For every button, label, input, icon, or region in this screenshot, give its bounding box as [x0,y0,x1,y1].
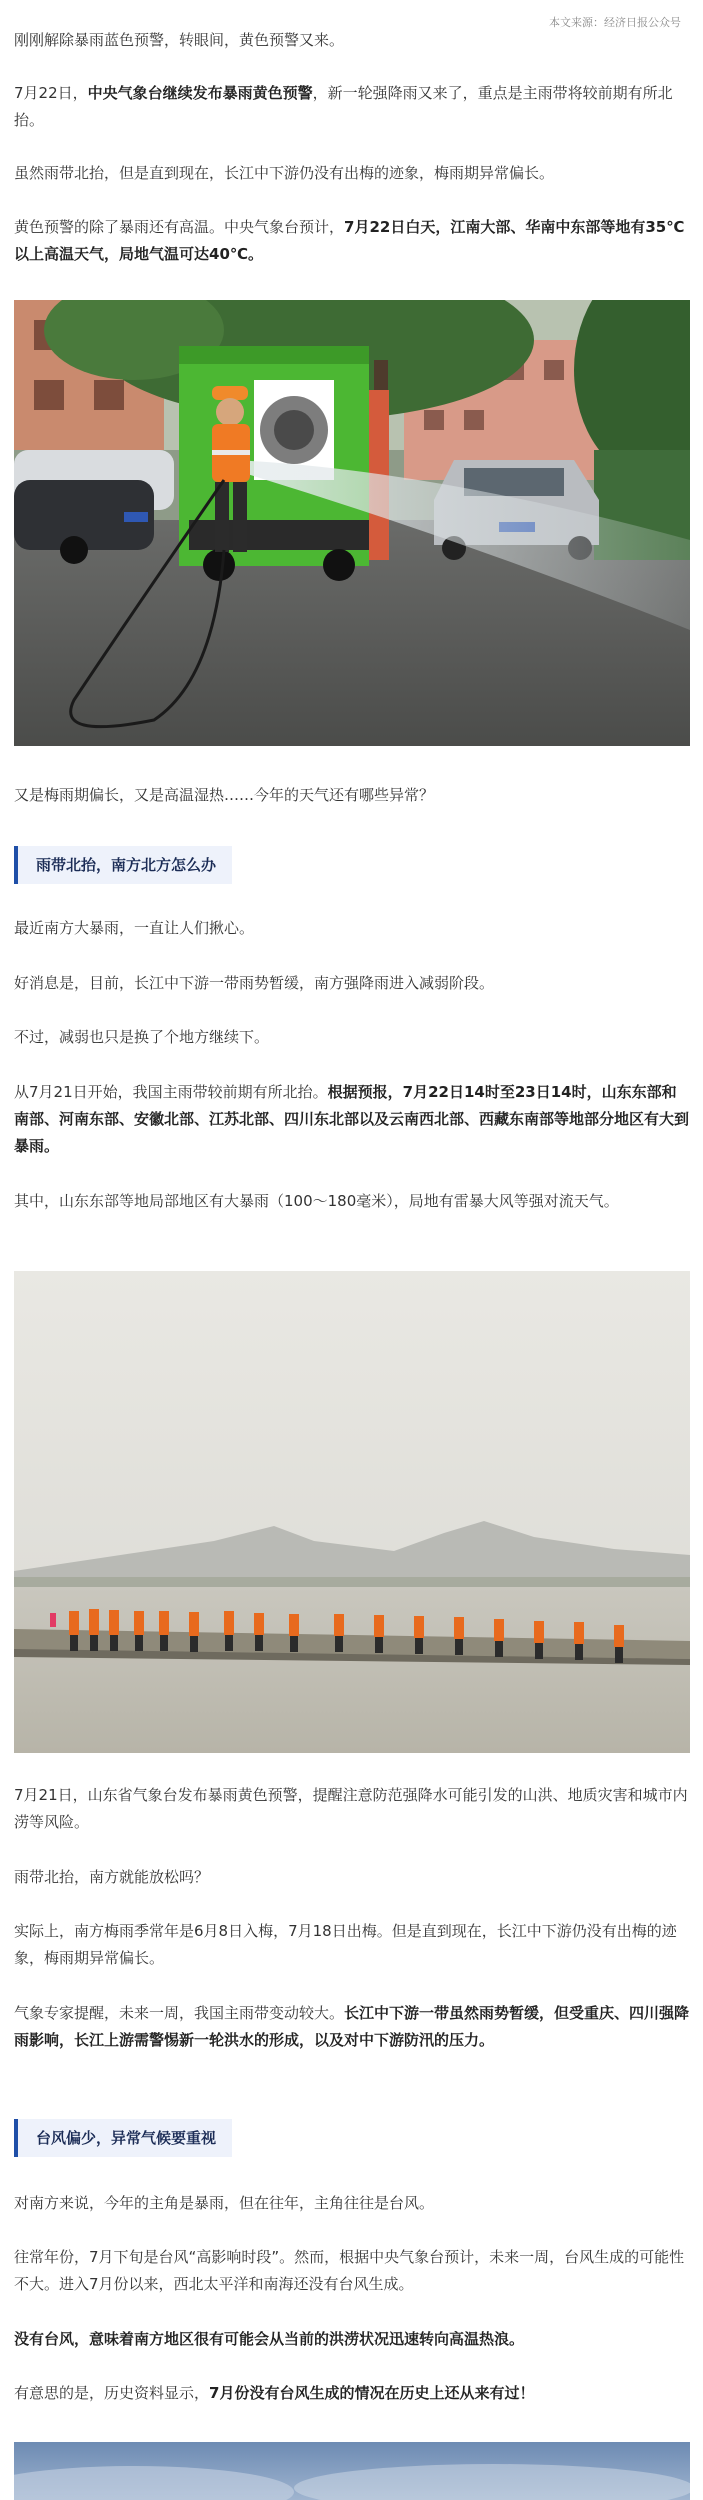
paragraph: 7月22日，中央气象台继续发布暴雨黄色预警，新一轮强降雨又来了，重点是主雨带将较前期有所北抬。 [14,84,673,129]
paragraph: 实际上，南方梅雨季常年是6月8日入梅，7月18日出梅。但是直到现在，长江中下游仍没有出梅的迹象，梅雨期异常偏长。 [14,1922,677,1967]
paragraph: 最近南方大暴雨，一直让人们揪心。 [14,919,255,937]
paragraph: 虽然雨带北抬，但是直到现在，长江中下游仍没有出梅的迹象，梅雨期异常偏长。 [14,164,555,182]
paragraph: 7月21日，山东省气象台发布暴雨黄色预警，提醒注意防范强降水可能引发的山洪、地质灾害和城市内涝等风险。 [14,1786,688,1831]
paragraph: 气象专家提醒，未来一周，我国主雨带变动较大。长江中下游一带虽然雨势暂缓，但受重庆、四川强降雨影响，长江上游需警惕新一轮洪水的形成，以及对中下游防汛的压力。 [14,2004,690,2049]
sky-photo [14,2442,690,2500]
paragraph: 其中，山东东部等地局部地区有大暴雨（100～180毫米），局地有雷暴大风等强对流天气。 [14,1192,619,1210]
section-heading: 雨带北抬，南方北方怎么办 [14,846,232,884]
paragraph: 黄色预警的除了暴雨还有高温。中央气象台预计，7月22日白天，江南大部、华南中东部等地有35℃以上高温天气，局地气温可达40℃。 [14,218,685,263]
flood-levee-workers-photo [14,1271,690,1753]
paragraph: 有意思的是，历史资料显示，7月份没有台风生成的情况在历史上还从来有过！ [14,2384,535,2402]
paragraph: 又是梅雨期偏长，又是高温湿热……今年的天气还有哪些异常？ [14,786,435,804]
paragraph: 好消息是，目前，长江中下游一带雨势暂缓，南方强降雨进入减弱阶段。 [14,974,495,992]
paragraph: 对南方来说，今年的主角是暴雨，但在往年，主角往往是台风。 [14,2194,435,2212]
paragraph: 刚刚解除暴雨蓝色预警，转眼间，黄色预警又来。 [14,31,345,49]
paragraph: 不过，减弱也只是换了个地方继续下。 [14,1028,270,1046]
street-cleaning-photo [14,300,690,746]
paragraph: 没有台风，意味着南方地区很有可能会从当前的洪涝状况迅速转向高温热浪。 [14,2330,525,2348]
paragraph: 往常年份，7月下旬是台风“高影响时段”。然而，根据中央气象台预计，未来一周，台风生成的可能性不大。进入7月份以来，西北太平洋和南海还没有台风生成。 [14,2248,685,2293]
article-source: 本文来源：经济日报公众号 [549,16,681,29]
paragraph: 雨带北抬，南方就能放松吗？ [14,1868,210,1886]
section-heading: 台风偏少，异常气候要重视 [14,2119,232,2157]
paragraph: 从7月21日开始，我国主雨带较前期有所北抬。根据预报，7月22日14时至23日14时，山东东部和南部、河南东部、安徽北部、江苏北部、四川东北部以及云南西北部、西藏东南部等地部分地区有大到暴雨。 [14,1083,690,1155]
